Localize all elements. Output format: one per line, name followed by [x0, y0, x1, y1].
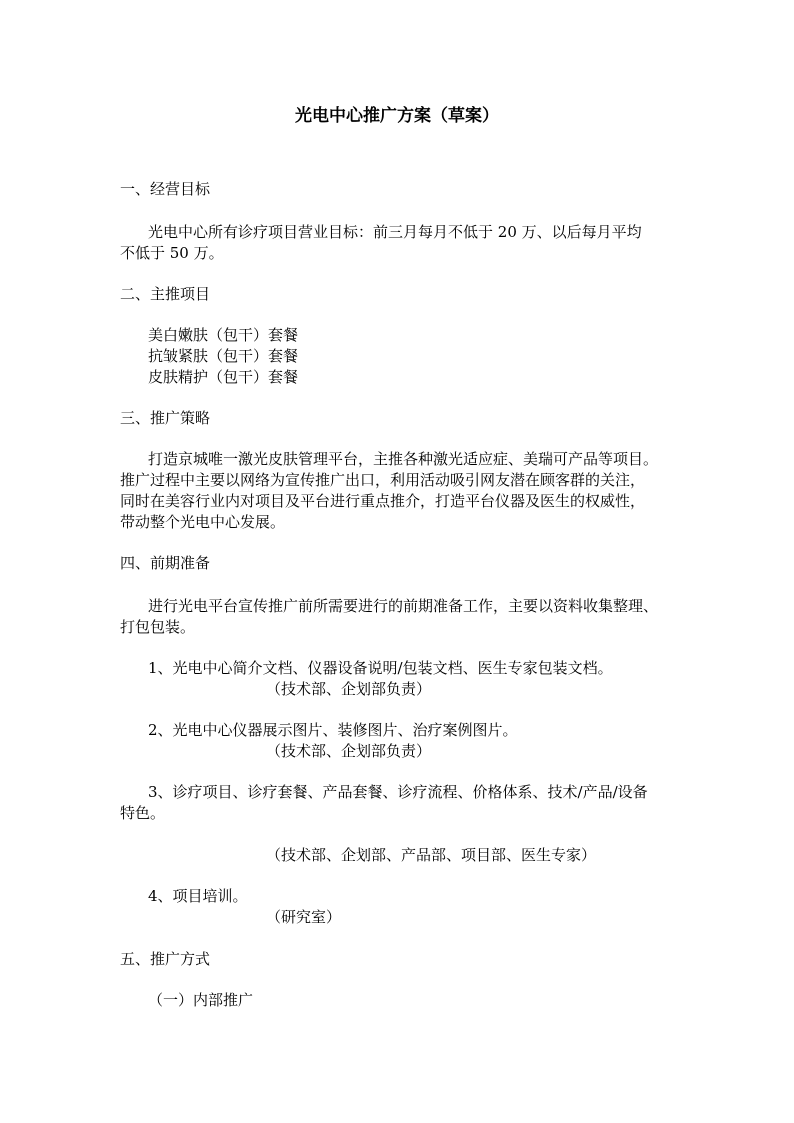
- prep-item-2-owner: （技术部、企划部负责）: [266, 742, 432, 760]
- section-heading-methods: 五、推广方式: [120, 950, 211, 968]
- paragraph-line: 同时在美容行业内对项目及平台进行重点推介，打造平台仪器及医生的权威性，: [120, 492, 646, 510]
- list-item: 皮肤精护（包干）套餐: [148, 368, 299, 386]
- prep-item-1: 1、光电中心简介文档、仪器设备说明/包装文档、医生专家包装文档。: [148, 659, 613, 677]
- paragraph-line: 光电中心所有诊疗项目营业目标：前三月每月不低于 20 万、以后每月平均: [148, 223, 642, 241]
- prep-item-3: 3、诊疗项目、诊疗套餐、产品套餐、诊疗流程、价格体系、技术/产品/设备: [148, 783, 648, 801]
- prep-item-4-owner: （研究室）: [266, 908, 342, 926]
- prep-item-4: 4、项目培训。: [148, 887, 248, 905]
- subsection-heading: （一）内部推广: [148, 991, 254, 1009]
- paragraph-line: 推广过程中主要以网络为宣传推广出口，利用活动吸引网友潜在顾客群的关注，: [120, 471, 646, 489]
- paragraph-line: 进行光电平台宣传推广前所需要进行的前期准备工作，主要以资料收集整理、: [148, 597, 659, 615]
- paragraph-line: 不低于 50 万。: [120, 244, 224, 262]
- section-heading-goals: 一、经营目标: [120, 180, 211, 198]
- prep-item-2: 2、光电中心仪器展示图片、装修图片、治疗案例图片。: [148, 721, 518, 739]
- paragraph-line: 打包包装。: [120, 618, 196, 636]
- prep-item-1-owner: （技术部、企划部负责）: [266, 680, 432, 698]
- document-title: 光电中心推广方案（草案）: [295, 106, 499, 126]
- paragraph-line: 打造京城唯一激光皮肤管理平台，主推各种激光适应症、美瑞可产品等项目。: [148, 450, 659, 468]
- section-heading-strategy: 三、推广策略: [120, 409, 211, 427]
- section-heading-preparation: 四、前期准备: [120, 554, 211, 572]
- prep-item-3-cont: 特色。: [120, 804, 166, 822]
- prep-item-3-owner: （技术部、企划部、产品部、项目部、医生专家）: [266, 846, 597, 864]
- section-heading-projects: 二、主推项目: [120, 285, 211, 303]
- paragraph-line: 带动整个光电中心发展。: [120, 513, 286, 531]
- list-item: 美白嫩肤（包干）套餐: [148, 326, 299, 344]
- list-item: 抗皱紧肤（包干）套餐: [148, 347, 299, 365]
